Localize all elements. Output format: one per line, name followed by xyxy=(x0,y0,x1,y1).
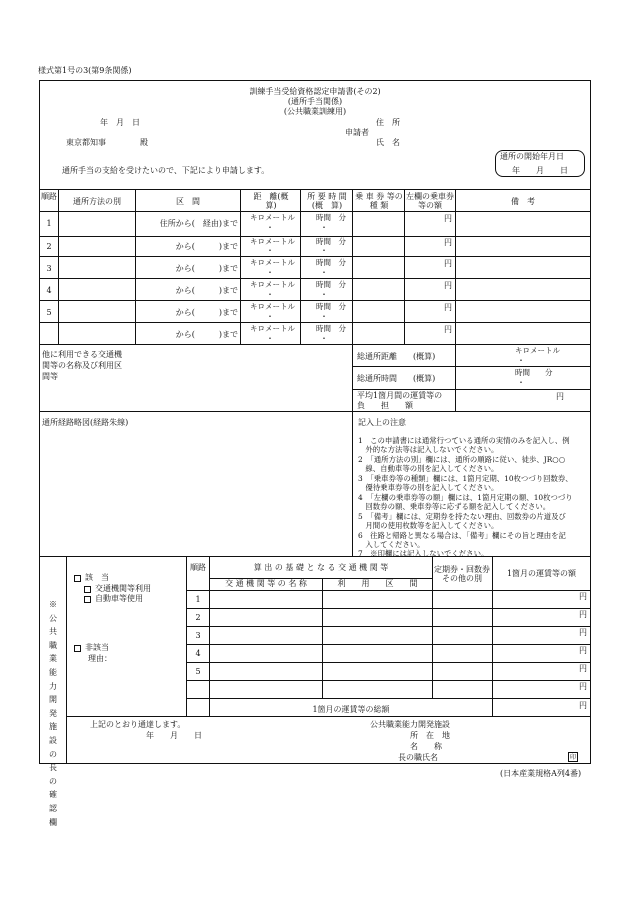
name-label: 氏 名 xyxy=(376,138,400,147)
other-transport-label-2: 関等の名称及び利用区 xyxy=(42,361,122,370)
dot: ・ xyxy=(266,312,274,321)
row-seq: 1 xyxy=(46,219,52,228)
request-text: 通所手当の支給を受けたいので、下記により申請します。 xyxy=(62,166,270,175)
location-label: 所 在 地 xyxy=(410,731,450,740)
row-time: 時間 分 xyxy=(316,213,346,222)
dot: ・ xyxy=(320,334,328,343)
row-distance: キロメートル xyxy=(250,280,295,289)
row-seq: 4 xyxy=(46,286,52,295)
row-distance: キロメートル xyxy=(250,258,295,267)
row-time: 時間 分 xyxy=(316,302,346,311)
form-title: 訓練手当受給資格認定申請書(その2) xyxy=(249,87,381,96)
total-distance-unit: キロメートル xyxy=(515,346,560,355)
applicant-label: 申請者 xyxy=(345,128,369,137)
transport-option xyxy=(84,584,151,593)
conf-row-seq: 4 xyxy=(195,649,201,658)
note-line: 入してください。 xyxy=(358,540,425,549)
col-remarks-header: 備 考 xyxy=(511,197,535,206)
row-section: から( )まで xyxy=(175,242,238,251)
notes-title: 記入上の注意 xyxy=(358,418,406,427)
conf-row-yen: 円 xyxy=(579,628,587,637)
seal-stamp: 印 xyxy=(569,754,576,761)
transport-checkbox[interactable] xyxy=(84,586,91,593)
row-time: 時間 分 xyxy=(316,324,346,333)
form-subtitle-2: (公共職業訓練用) xyxy=(283,107,347,116)
dot: ・ xyxy=(266,223,274,232)
conf-row-seq: 3 xyxy=(195,631,201,640)
footer-spec: (日本産業規格A列4番) xyxy=(500,769,582,778)
row-distance: キロメートル xyxy=(250,324,295,333)
form-number: 様式第1号の3(第9条関係) xyxy=(38,66,132,75)
row-fare: 円 xyxy=(444,303,452,312)
dot: ・ xyxy=(266,334,274,343)
car-option xyxy=(84,594,143,603)
form-subtitle-1: (通所手当関係) xyxy=(287,97,343,106)
row-seq: 3 xyxy=(46,264,52,273)
applicable-label: 該 当 xyxy=(85,573,109,582)
note-line: 回数券の額、乗車券等に応ずる額を記入してください。 xyxy=(358,502,551,511)
row-distance: キロメートル xyxy=(250,213,295,222)
transport-label: 交通機関等利用 xyxy=(95,584,151,593)
dot: ・ xyxy=(320,312,328,321)
note-line: 外的な方法等は記入しないでください。 xyxy=(358,445,499,454)
address-label: 住 所 xyxy=(376,118,400,127)
row-fare: 円 xyxy=(444,259,452,268)
total-monthly-label: 1箇月の運賃等の総額 xyxy=(312,705,390,714)
row-time: 時間 分 xyxy=(316,280,346,289)
conf-row-seq: 2 xyxy=(195,613,201,622)
dot: ・ xyxy=(320,246,328,255)
row-fare: 円 xyxy=(444,281,452,290)
conf-row-yen: 円 xyxy=(579,610,587,619)
note-line: 線、自動車等の別を記入してください。 xyxy=(358,464,499,473)
conf-name-header: 交 通 機 関 等 の 名 称 xyxy=(225,579,307,588)
dot: ・ xyxy=(266,268,274,277)
row-time: 時間 分 xyxy=(316,237,346,246)
col-ticket-type-header: 乗 車 券 等の 種 類 xyxy=(355,192,403,211)
row-seq: 2 xyxy=(46,242,52,251)
note-line: 優待乗車券等の別を記入してください。 xyxy=(358,483,499,492)
note-line: 3 「乗車券等の種類」欄には、1箇月定期、10枚つづり回数券、 xyxy=(358,474,573,483)
conf-row-seq: 1 xyxy=(195,595,201,604)
not-applicable-option xyxy=(74,643,109,652)
conf-row-yen: 円 xyxy=(579,682,587,691)
addressee-honorific: 殿 xyxy=(140,138,148,147)
col-method-header: 通所方法の別 xyxy=(73,197,121,206)
facility-label: 公共職業能力開発施設 xyxy=(370,720,450,729)
row-section: から( )まで xyxy=(175,264,238,273)
note-line: 月間の使用枚数等を記入してください。 xyxy=(358,521,499,530)
reason-label: 理由： xyxy=(88,654,112,663)
row-fare: 円 xyxy=(444,214,452,223)
dot: ・ xyxy=(320,223,328,232)
note-line: 6 往路と帰路と異なる場合は、「備考」欄にその旨と理由を記 xyxy=(358,531,566,540)
note-line: 7 ※印欄には記入しないでください。 xyxy=(358,549,489,558)
conf-row-yen: 円 xyxy=(579,592,587,601)
other-transport-label-1: 他に利用できる交通機 xyxy=(42,350,122,359)
dot: ・ xyxy=(517,378,525,387)
row-section: から( )まで xyxy=(175,286,238,295)
dot: ・ xyxy=(266,246,274,255)
row-section: から( )まで xyxy=(175,330,238,339)
dot: ・ xyxy=(320,268,328,277)
applicable-checkbox[interactable] xyxy=(74,575,81,582)
row-fare: 円 xyxy=(444,325,452,334)
conf-ticket-header: 定期券・回数券その他の別 xyxy=(434,565,490,584)
total-time-label: 総通所時間 (概算) xyxy=(357,374,436,383)
conf-monthly-header: 1箇月の運賃等の額 xyxy=(506,569,577,578)
total-monthly-yen: 円 xyxy=(579,701,587,710)
commute-start-label: 通所の開始年月日 xyxy=(500,152,564,161)
route-map-label: 通所経路略図(経路朱線) xyxy=(42,418,129,427)
total-time-unit: 時間 分 xyxy=(515,368,553,377)
other-transport-label-3: 間等 xyxy=(42,372,58,381)
facility-name-label: 名 称 xyxy=(410,742,442,751)
row-section: 住所から( 経由)まで xyxy=(159,219,238,228)
total-distance-label: 総通所距離 (概算) xyxy=(357,352,436,361)
conf-row-yen: 円 xyxy=(579,646,587,655)
row-seq: 5 xyxy=(46,308,52,317)
row-distance: キロメートル xyxy=(250,237,295,246)
conf-row-yen: 円 xyxy=(579,664,587,673)
conf-section-header: 利 用 区 間 xyxy=(337,579,418,588)
col-seq-header: 順路 xyxy=(41,192,57,201)
report-date: 年 月 日 xyxy=(146,731,202,740)
col-section-header: 区 間 xyxy=(176,197,200,206)
note-line: 1 この申請書には通常行つている通所の実情のみを記入し、例 xyxy=(358,436,570,445)
note-line: 5 「備考」欄には、定期券を持たない理由、回数券の片道及び xyxy=(358,512,566,521)
application-date: 年 月 日 xyxy=(100,118,140,127)
avg-fare-label-2: 負 担 額 xyxy=(357,401,413,410)
avg-fare-unit: 円 xyxy=(556,392,564,401)
row-distance: キロメートル xyxy=(250,302,295,311)
car-checkbox[interactable] xyxy=(84,596,91,603)
commute-start-date: 年 月 日 xyxy=(512,166,568,175)
dot: ・ xyxy=(266,290,274,299)
not-applicable-checkbox[interactable] xyxy=(74,645,81,652)
car-label: 自動車等使用 xyxy=(95,594,143,603)
addressee: 東京都知事 xyxy=(66,138,106,147)
dot: ・ xyxy=(320,290,328,299)
head-name-label: 長の職氏名 xyxy=(398,753,438,762)
row-fare: 円 xyxy=(444,238,452,247)
note-line: 2 「通所方法の別」欄には、通所の順路に従い、徒歩、JR○○ xyxy=(358,455,566,464)
not-applicable-label: 非該当 xyxy=(85,643,109,652)
row-section: から( )まで xyxy=(175,308,238,317)
col-fare-header: 左欄の乗車券等の額 xyxy=(406,192,454,211)
conf-row-seq: 5 xyxy=(195,667,201,676)
col-distance-header: 距 離(概 算) xyxy=(253,192,297,211)
note-line: 4 「左欄の乗車券等の額」欄には、1箇月定期の額、10枚つづり xyxy=(358,493,573,502)
avg-fare-label-1: 平均1箇月間の運賃等の xyxy=(357,391,443,400)
row-time: 時間 分 xyxy=(316,258,346,267)
dot: ・ xyxy=(517,356,525,365)
confirmation-side-label: ※公共職業能力開発施設の長の確認欄 xyxy=(49,600,57,827)
conf-seq-header: 順路 xyxy=(190,563,206,572)
applicable-option xyxy=(74,573,109,582)
col-time-header: 所 要 時 間(概 算) xyxy=(307,192,347,211)
conf-basis-header: 算 出 の 基 礎 と な る 交 通 機 関 等 xyxy=(253,563,389,572)
report-text: 上記のとおり通達します。 xyxy=(90,720,186,729)
